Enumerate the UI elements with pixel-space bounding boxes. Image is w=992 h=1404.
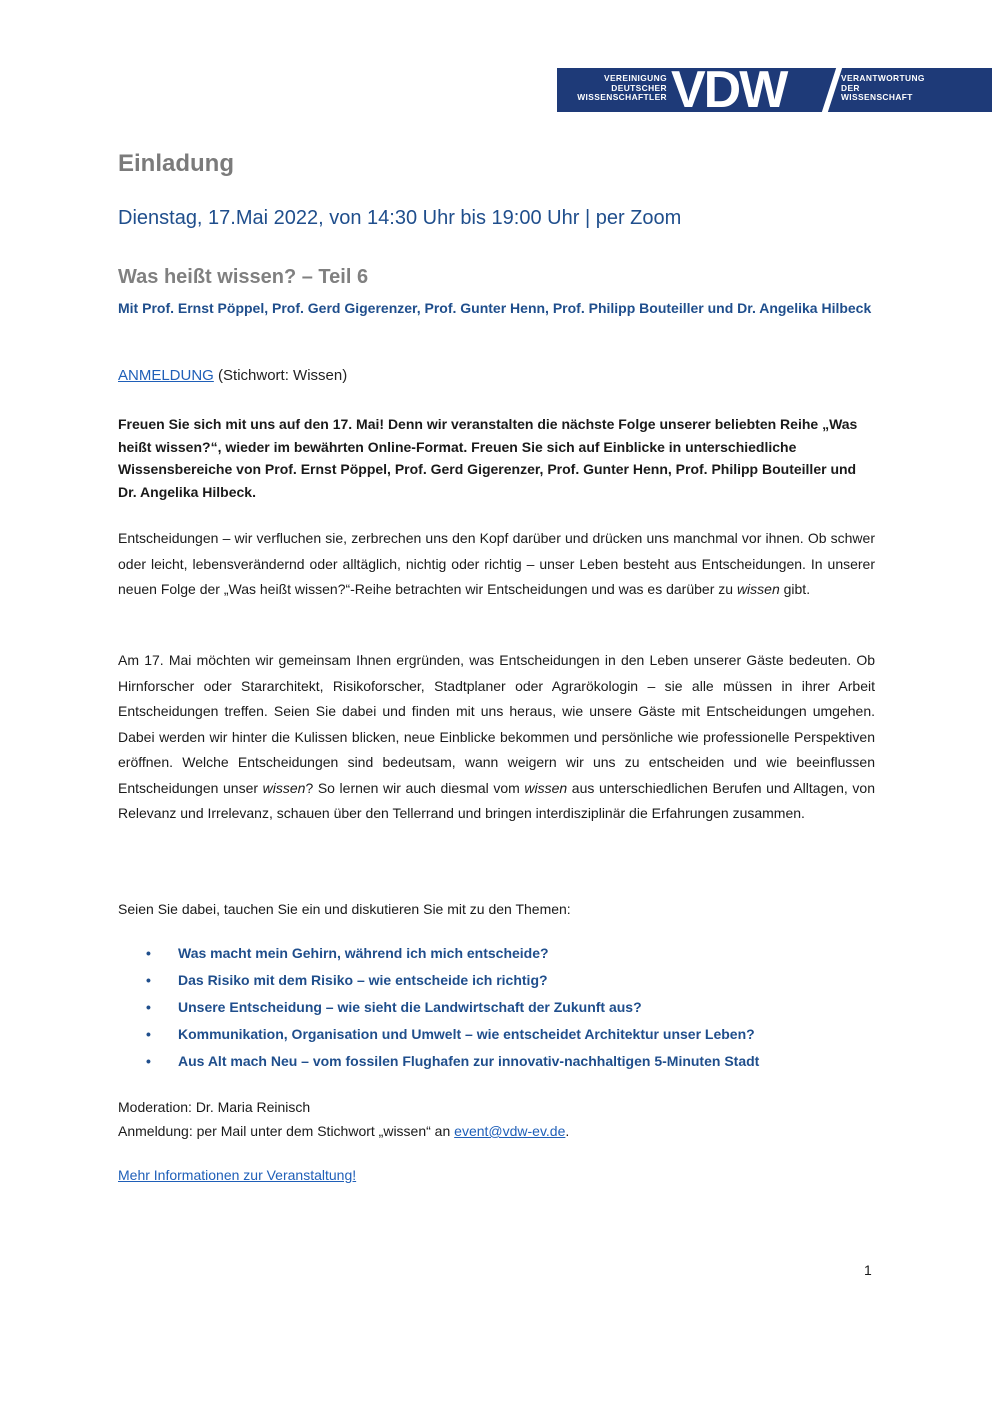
event-subtitle: Was heißt wissen? – Teil 6 bbox=[118, 266, 369, 288]
paragraph-event bbox=[118, 648, 875, 827]
vdw-logo bbox=[557, 68, 992, 112]
logo-mark: VDW bbox=[671, 68, 787, 112]
logo-right-line: VERANTWORTUNG bbox=[841, 73, 925, 83]
paragraph-emphasis: wissen bbox=[524, 779, 568, 796]
event-date: Dienstag, 17.Mai 2022, von 14:30 Uhr bis 19:00 Uhr | per Zoom bbox=[118, 207, 682, 229]
topics-lead: Seien Sie dabei, tauchen Sie ein und diskutieren Sie mit zu den Themen: bbox=[118, 901, 571, 917]
logo-left-text bbox=[567, 74, 667, 103]
speakers-line: Mit Prof. Ernst Pöppel, Prof. Gerd Gigerenzer, Prof. Gunter Henn, Prof. Philipp Bouteiller und Dr. Angelika Hilbeck bbox=[118, 300, 872, 316]
registration-text: . bbox=[565, 1123, 570, 1139]
list-item bbox=[144, 996, 759, 1023]
list-item bbox=[144, 1023, 759, 1050]
logo-right-line: WISSENSCHAFT bbox=[841, 92, 913, 102]
page-number: 1 bbox=[864, 1262, 872, 1278]
more-info-line bbox=[118, 1167, 356, 1183]
topic-text: Kommunikation, Organisation und Umwelt – wie entscheidet Architektur unser Leben? bbox=[178, 1026, 755, 1042]
list-item bbox=[144, 1050, 759, 1077]
topic-text: Was macht mein Gehirn, während ich mich entscheide? bbox=[178, 945, 549, 961]
paragraph-decisions bbox=[118, 526, 875, 603]
logo-slash bbox=[822, 68, 842, 112]
logo-right-text bbox=[841, 74, 925, 103]
registration-line bbox=[118, 1119, 569, 1143]
list-item bbox=[144, 942, 759, 969]
bullet-icon: • bbox=[146, 945, 151, 961]
page-title: Einladung bbox=[118, 150, 234, 177]
topic-text: Aus Alt mach Neu – vom fossilen Flughafen zur innovativ-nachhaltigen 5-Minuten Stadt bbox=[178, 1053, 760, 1069]
bullet-icon: • bbox=[146, 999, 151, 1015]
list-item bbox=[144, 969, 759, 996]
intro-paragraph: Freuen Sie sich mit uns auf den 17. Mai! Denn wir veranstalten die nächste Folge unserer beliebten Reihe „Was heißt wissen?“, wieder im bewährten Online-Format. Freuen Sie sich auf Einblicke in unterschiedliche Wissensbereiche von Prof. Ernst Pöppel, Prof. Gerd Gigerenzer, Prof. Gunter Henn, Prof. Philipp Bouteiller und Dr. Angelika Hilbeck. bbox=[118, 416, 858, 500]
logo-right-line: DER bbox=[841, 82, 860, 93]
bullet-icon: • bbox=[146, 1026, 151, 1042]
signup-link[interactable]: ANMELDUNG bbox=[118, 367, 214, 384]
paragraph-emphasis: wissen bbox=[262, 779, 306, 796]
paragraph-text: ? So lernen wir auch diesmal vom bbox=[305, 779, 525, 796]
paragraph-emphasis: wissen bbox=[736, 581, 780, 597]
registration-text: Anmeldung: per Mail unter dem Stichwort „wissen“ an bbox=[118, 1123, 455, 1139]
bullet-icon: • bbox=[146, 972, 151, 988]
topic-text: Unsere Entscheidung – wie sieht die Landwirtschaft der Zukunft aus? bbox=[178, 999, 642, 1015]
logo-left-line: VEREINIGUNG bbox=[603, 73, 667, 83]
paragraph-text: gibt. bbox=[779, 581, 811, 597]
contact-block bbox=[118, 1095, 569, 1143]
paragraph-text: Entscheidungen – wir verfluchen sie, zerbrechen uns den Kopf darüber und drücken uns manchmal vor ihnen. Ob schwer oder leicht, lebensverändernd oder alltäglich, nichtig oder richtig – unser Leben besteht aus Entscheidungen. In unserer neuen Folge der „Was heißt wissen?“-Reihe betrachten wir Entscheidungen und was es darüber zu bbox=[118, 530, 875, 597]
topics-list bbox=[144, 942, 759, 1077]
more-info-link[interactable]: Mehr Informationen zur Veranstaltung! bbox=[118, 1167, 357, 1183]
moderation-line: Moderation: Dr. Maria Reinisch bbox=[118, 1099, 311, 1115]
paragraph-text: Am 17. Mai möchten wir gemeinsam Ihnen ergründen, was Entscheidungen in den Leben unserer Gäste bedeuten. Ob Hirnforscher oder Stararchitekt, Risikoforscher, Stadtplaner oder Agrarökologin – sie alle müssen in ihrer Arbeit Entscheidungen treffen. Seien Sie dabei und finden mit uns heraus, wie unsere Gäste mit Entscheidungen umgehen. Dabei werden wir hinter die Kulissen blicken, neue Einblicke bekommen und persönliche wie professionelle Perspektiven eröffnen. Welche Entscheidungen sind bedeutsam, wann weigern wir uns zu entscheiden und wie beeinflussen Entscheidungen unser bbox=[118, 652, 875, 796]
bullet-icon: • bbox=[146, 1053, 151, 1069]
signup-line bbox=[118, 367, 347, 384]
signup-note: (Stichwort: Wissen) bbox=[213, 367, 348, 384]
email-link[interactable]: event@vdw-ev.de bbox=[454, 1123, 566, 1139]
logo-left-line: DEUTSCHER bbox=[611, 82, 667, 93]
topic-text: Das Risiko mit dem Risiko – wie entscheide ich richtig? bbox=[178, 972, 548, 988]
paragraph-text: aus unterschiedlichen Berufen und Alltagen, von Relevanz und Irrelevanz, schauen über den Tellerrand und bringen interdisziplinär die Erfahrungen zusammen. bbox=[118, 779, 875, 821]
logo-left-line: WISSENSCHAFTLER bbox=[577, 92, 667, 102]
